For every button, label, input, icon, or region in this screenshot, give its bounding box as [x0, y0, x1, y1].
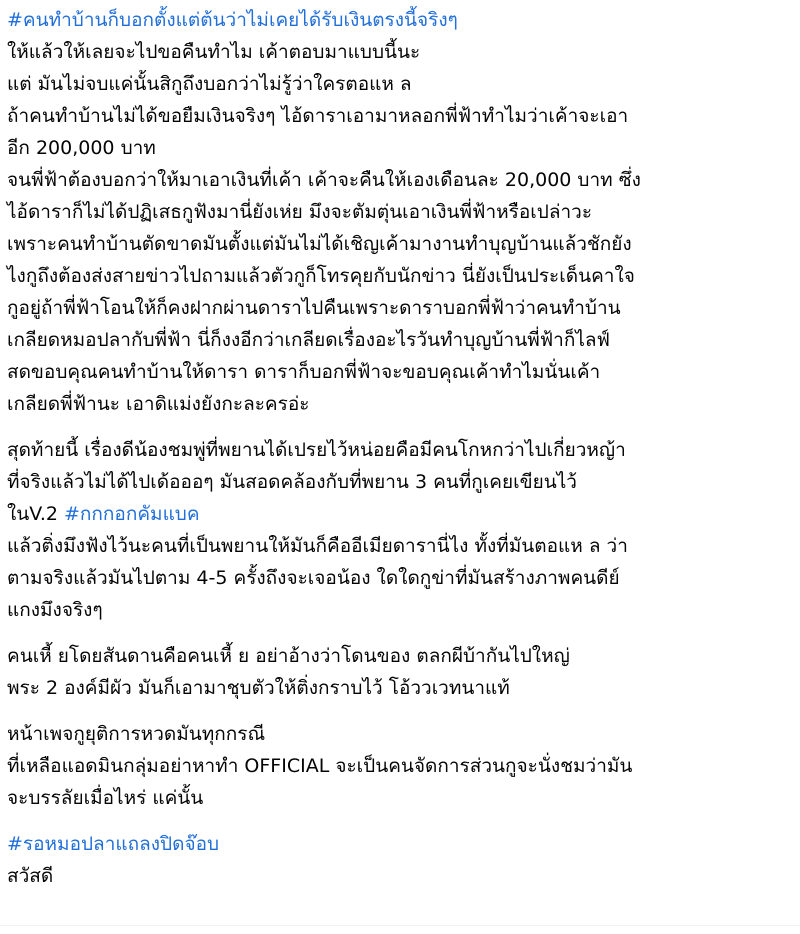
post-text-prefix: ในV.2 — [7, 503, 64, 525]
post-text-line: เพราะคนทำบ้านตัดขาดมันตั้งแต่มันไม่ได้เชิญเค้ามางานทำบุญบ้านแล้วชักยัง — [7, 233, 632, 255]
post-text-line: คนเหี้ ยโดยสันดานคือคนเหี้ ย อย่าอ้างว่าโดนของ ตลกผีบ้ากันไปใหญ่ — [7, 645, 570, 667]
post-text-line: ถ้าคนทำบ้านไม่ได้ขอยืมเงินจริงๆ ไอ้ดาราเอามาหลอกพี่ฟ้าทำไมว่าเค้าจะเอา — [7, 105, 629, 127]
post-text-line: หน้าเพจกูยุติการหวดมันทุกกรณี — [7, 723, 266, 745]
post-text-line: สุดท้ายนี้ เรื่องดีน้องชมพู่ที่พยานได้เปรยไว้หน่อยคือมีคนโกหกว่าไปเกี่ยวหญ้า — [7, 439, 626, 461]
hashtag-link-header[interactable]: #คนทำบ้านก็บอกตั้งแต่ต้นว่าไม่เคยได้รับเงินตรงนี้จริงๆ — [7, 9, 458, 31]
post-paragraph-4 — [7, 718, 795, 814]
post-text-line: อีก 200,000 บาท — [7, 137, 156, 159]
post-text-line: สดขอบคุณคนทำบ้านให้ดารา ดาราก็บอกพี่ฟ้าจะขอบคุณเค้าทำไมนั่นเค้า — [7, 361, 601, 383]
post-text-line: ไงกูถึงต้องส่งสายข่าวไปถามแล้วตัวกูก็โทรคุยกับนักข่าว นี่ยังเป็นประเด็นคาใจ — [7, 265, 635, 287]
post-text-line: แกงมึงจริงๆ — [7, 599, 103, 621]
post-body — [7, 4, 795, 906]
post-paragraph-3 — [7, 640, 795, 704]
post-text-line: กูอยู่ถ้าพี่ฟ้าโอนให้ก็คงฝากผ่านดาราไปคืนเพราะดาราบอกพี่ฟ้าว่าคนทำบ้าน — [7, 297, 621, 319]
post-text-line: พระ 2 องค์มีผัว มันก็เอามาชุบตัวให้ติ่งกราบไว้ โอ้ววเวทนาแท้ — [7, 677, 510, 699]
post-paragraph-1 — [7, 36, 795, 420]
post-text-line-with-tag — [7, 498, 795, 530]
post-signoff: สวัสดี — [7, 865, 54, 887]
post-text-line: จนพี่ฟ้าต้องบอกว่าให้มาเอาเงินที่เค้า เค้าจะคืนให้เองเดือนละ 20,000 บาท ซึ่ง — [7, 169, 641, 191]
post-text-line: ให้แล้วให้เลยจะไปขอคืนทำไม เค้าตอบมาแบบนี้นะ — [7, 41, 421, 63]
post-text-line: แล้วติ่งมึงฟังไว้นะคนที่เป็นพยานให้มันก็คืออีเมียดารานี่ไง ทั้งที่มันตอแห ล ว่า — [7, 535, 628, 557]
post-text-line: ตามจริงแล้วมันไปตาม 4-5 ครั้งถึงจะเจอน้อง ใดใดกูข่าที่มันสร้างภาพคนดีย์ — [7, 567, 620, 589]
post-text-line: ที่จริงแล้วไม่ได้ไปเด้อออๆ มันสอดคล้องกับที่พยาน 3 คนที่กูเคยเขียนไว้ — [7, 471, 577, 493]
post-paragraph-2 — [7, 434, 795, 626]
post-text-line: แต่ มันไม่จบแค่นั้นสิกูถึงบอกว่าไม่รู้ว่าใครตอแห ล — [7, 73, 412, 95]
post-text-line: ที่เหลือแอดมินกลุ่มอย่าหาทำ OFFICIAL จะเป็นคนจัดการส่วนกูจะนั่งชมว่ามัน — [7, 755, 633, 777]
post-text-line: เกลียดพี่ฟ้านะ เอาดิแม่งยังกะละครอ่ะ — [7, 393, 310, 415]
post-text-line: จะบรรลัยเมื่อไหร่ แค่นั้น — [7, 787, 204, 809]
post-header-paragraph — [7, 4, 795, 36]
post-text-line: ไอ้ดาราก็ไม่ได้ปฏิเสธกูฟังมานี่ยังเห่ย มึงจะตัมตุ่นเอาเงินพี่ฟ้าหรือเปล่าวะ — [7, 201, 593, 223]
post-text-line: เกลียดหมอปลากับพี่ฟ้า นี่ก็งงอีกว่าเกลียดเรื่องอะไรวันทำบุญบ้านพี่ฟ้าก็ไลฟ์ — [7, 329, 610, 351]
post-footer-paragraph — [7, 828, 795, 892]
hashtag-link-footer[interactable]: #รอหมอปลาแถลงปิดจ๊อบ — [7, 833, 220, 855]
hashtag-link-comeback[interactable]: #กกกอกคัมแบค — [63, 503, 200, 525]
